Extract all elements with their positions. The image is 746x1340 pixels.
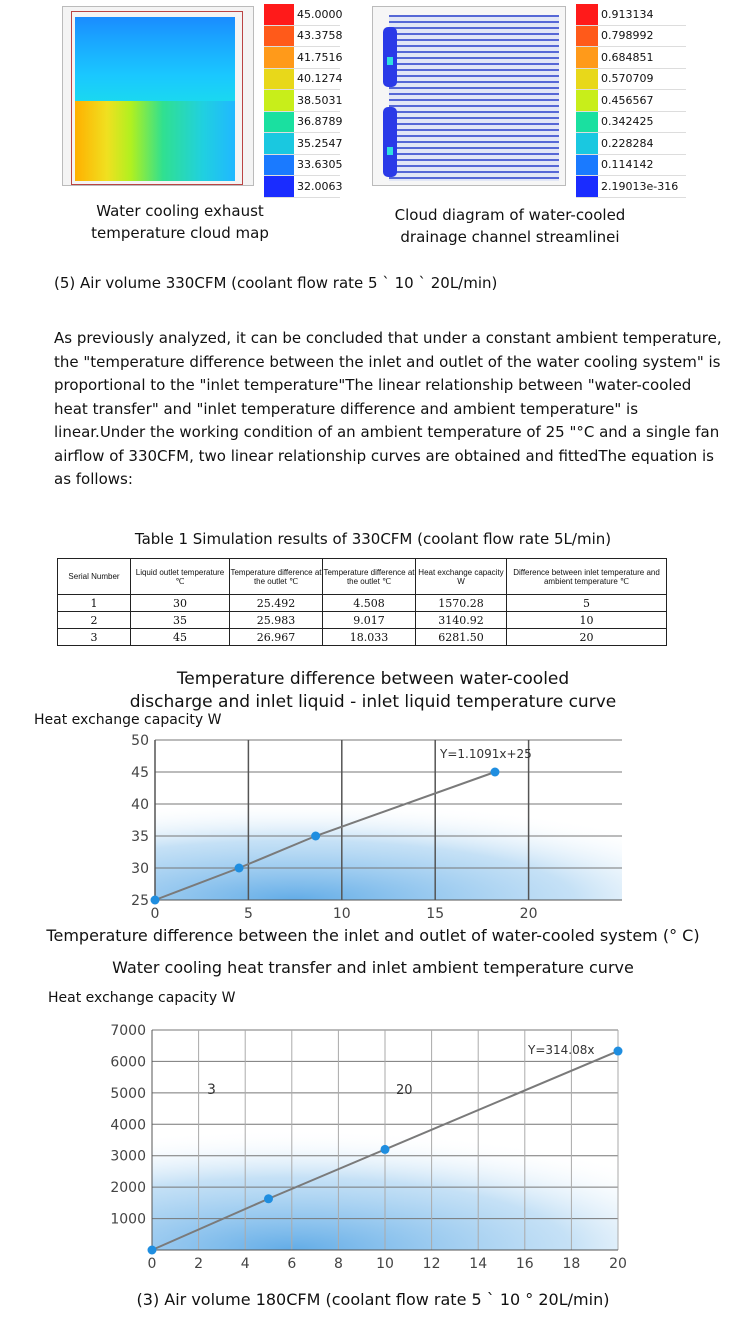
legend-value: 32.0063	[297, 179, 343, 193]
table-cell: 18.033	[323, 629, 416, 646]
data-point	[381, 1145, 390, 1154]
data-point	[151, 896, 160, 905]
exhaust-temperature-cloud-map	[62, 6, 254, 186]
table-cell: 26.967	[230, 629, 323, 646]
legend-swatch	[576, 47, 598, 68]
inline-label: 20	[396, 1083, 413, 1098]
y-tick-label: 45	[131, 765, 149, 781]
legend-value: 0.456567	[601, 93, 654, 107]
x-tick-label: 10	[376, 1256, 394, 1272]
x-tick-label: 6	[287, 1256, 297, 1272]
fit-equation-label: Y=314.08x	[528, 1043, 595, 1057]
x-tick-label: 14	[469, 1256, 488, 1272]
data-point	[311, 832, 320, 841]
chart1-title	[0, 668, 746, 714]
x-tick-label: 16	[515, 1256, 534, 1272]
x-tick-label: 5	[243, 906, 253, 922]
table-cell: 2	[58, 612, 131, 629]
x-tick-label: 12	[422, 1256, 441, 1272]
chart1-xlabel: Temperature difference between the inlet and outlet of water-cooled system (° C)	[46, 926, 700, 945]
velocity-legend	[576, 4, 686, 198]
chart-fill	[155, 801, 622, 900]
x-tick-label: 0	[147, 1256, 157, 1272]
legend-swatch	[576, 176, 598, 197]
x-tick-label: 18	[562, 1256, 581, 1272]
caption-line: Water cooling exhaust	[96, 202, 264, 220]
data-point	[614, 1047, 623, 1056]
table-cell: 25.492	[230, 595, 323, 612]
body-paragraph: As previously analyzed, it can be concluded that under a constant ambient temperature, the "temperature difference between the inlet and outlet of the water cooling system" is proportional to the "inlet temperature"The linear relationship between "water-cooled heat transfer" and "inlet temperature difference and ambient temperature" is linear.Under the working condition of an ambient temperature of 25 "°C and a single fan airflow of 330CFM, two linear relationship curves are obtained and fittedThe equation is as follows:	[54, 329, 722, 488]
chart1-ylabel: Heat exchange capacity W	[34, 712, 222, 728]
chart2-plot	[0, 1016, 746, 1278]
x-tick-label: 4	[240, 1256, 250, 1272]
x-tick-label: 8	[333, 1256, 343, 1272]
table-cell: 6281.50	[416, 629, 507, 646]
legend-swatch	[264, 4, 294, 25]
right-figure-caption	[360, 204, 660, 248]
table-cell: 3	[58, 629, 131, 646]
legend-swatch	[576, 69, 598, 90]
chart1-title-line: Temperature difference between water-cooled	[176, 669, 570, 689]
table-header-cell: Serial Number	[58, 559, 131, 595]
table-header-cell: Temperature difference at the outlet ℃	[323, 559, 416, 595]
y-tick-label: 30	[131, 861, 149, 877]
table-row	[58, 595, 667, 612]
data-point	[264, 1194, 273, 1203]
legend-swatch	[576, 26, 598, 47]
table-cell: 5	[507, 595, 667, 612]
chart1-title-line: discharge and inlet liquid - inlet liquid temperature curve	[129, 692, 617, 712]
y-tick-label: 2000	[110, 1180, 146, 1197]
table-row	[58, 629, 667, 646]
legend-swatch	[264, 47, 294, 68]
legend-swatch	[576, 112, 598, 133]
legend-swatch	[264, 26, 294, 47]
y-tick-label: 6000	[110, 1054, 146, 1071]
legend-swatch	[264, 90, 294, 111]
chart2-ylabel: Heat exchange capacity W	[48, 990, 236, 1006]
legend-value: 0.913134	[601, 7, 654, 21]
y-tick-label: 35	[131, 829, 149, 845]
y-tick-label: 25	[131, 893, 149, 909]
caption-line: temperature cloud map	[91, 224, 269, 242]
legend-swatch	[264, 133, 294, 154]
caption-line: drainage channel streamlinei	[400, 228, 620, 246]
legend-value: 0.798992	[601, 29, 654, 43]
legend-swatch	[576, 4, 598, 25]
y-tick-label: 3000	[110, 1148, 146, 1165]
y-tick-label: 50	[131, 733, 149, 749]
drainage-streamline-diagram	[372, 6, 566, 186]
table-cell: 1	[58, 595, 131, 612]
table-cell: 45	[131, 629, 230, 646]
table-header-cell: Heat exchange capacity W	[416, 559, 507, 595]
y-tick-label: 40	[131, 797, 149, 813]
x-tick-label: 20	[609, 1256, 627, 1272]
x-tick-label: 2	[194, 1256, 204, 1272]
footer-heading: (3) Air volume 180CFM (coolant flow rate 5 ` 10 ° 20L/min)	[136, 1290, 610, 1309]
results-table	[57, 558, 667, 646]
temperature-legend	[264, 4, 343, 198]
y-tick-label: 5000	[110, 1085, 146, 1102]
chart2-title: Water cooling heat transfer and inlet ambient temperature curve	[112, 958, 634, 977]
legend-value: 43.3758	[297, 29, 343, 43]
y-tick-label: 4000	[110, 1117, 146, 1134]
caption-line: Cloud diagram of water-cooled	[394, 206, 626, 224]
legend-swatch	[576, 155, 598, 176]
data-point	[235, 864, 244, 873]
data-point	[490, 768, 499, 777]
legend-value: 33.6305	[297, 158, 343, 172]
legend-value: 36.8789	[297, 115, 343, 129]
table-cell: 35	[131, 612, 230, 629]
legend-value: 0.228284	[601, 136, 654, 150]
y-tick-label: 7000	[110, 1023, 146, 1039]
legend-value: 41.7516	[297, 50, 343, 64]
x-tick-label: 0	[150, 906, 160, 922]
legend-swatch	[264, 69, 294, 90]
table-cell: 20	[507, 629, 667, 646]
fit-equation-label: Y=1.1091x+25	[440, 747, 532, 761]
left-figure-caption	[40, 200, 320, 244]
table-cell: 25.983	[230, 612, 323, 629]
x-tick-label: 15	[426, 906, 445, 922]
table-cell: 10	[507, 612, 667, 629]
data-point	[148, 1246, 157, 1255]
legend-value: 35.2547	[297, 136, 343, 150]
legend-swatch	[264, 155, 294, 176]
table-title: Table 1 Simulation results of 330CFM (coolant flow rate 5L/min)	[134, 530, 612, 548]
legend-value: 45.0000	[297, 7, 343, 21]
table-header-cell: Difference between inlet temperature and ambient temperature ℃	[507, 559, 667, 595]
legend-swatch	[264, 112, 294, 133]
legend-value: 0.684851	[601, 50, 654, 64]
table-cell: 9.017	[323, 612, 416, 629]
legend-value: 0.114142	[601, 158, 654, 172]
legend-value: 2.19013e-316	[601, 179, 679, 193]
legend-value: 0.342425	[601, 115, 654, 129]
table-cell: 3140.92	[416, 612, 507, 629]
table-row	[58, 612, 667, 629]
table-cell: 1570.28	[416, 595, 507, 612]
section-heading: (5) Air volume 330CFM (coolant flow rate 5 ` 10 ` 20L/min)	[54, 274, 498, 292]
legend-value: 40.1274	[297, 72, 343, 86]
table-cell: 4.508	[323, 595, 416, 612]
table-header-cell: Temperature difference at the outlet ℃	[230, 559, 323, 595]
table-header-cell: Liquid outlet temperature ℃	[131, 559, 230, 595]
legend-swatch	[576, 133, 598, 154]
x-tick-label: 10	[332, 906, 351, 922]
legend-value: 0.570709	[601, 72, 654, 86]
chart1-plot	[0, 728, 746, 924]
legend-value: 38.5031	[297, 93, 343, 107]
legend-swatch	[576, 90, 598, 111]
table-header-row	[58, 559, 667, 595]
inline-label: 3	[207, 1082, 216, 1098]
legend-swatch	[264, 176, 294, 197]
y-tick-label: 1000	[110, 1211, 146, 1228]
table-cell: 30	[131, 595, 230, 612]
x-tick-label: 20	[519, 906, 538, 922]
